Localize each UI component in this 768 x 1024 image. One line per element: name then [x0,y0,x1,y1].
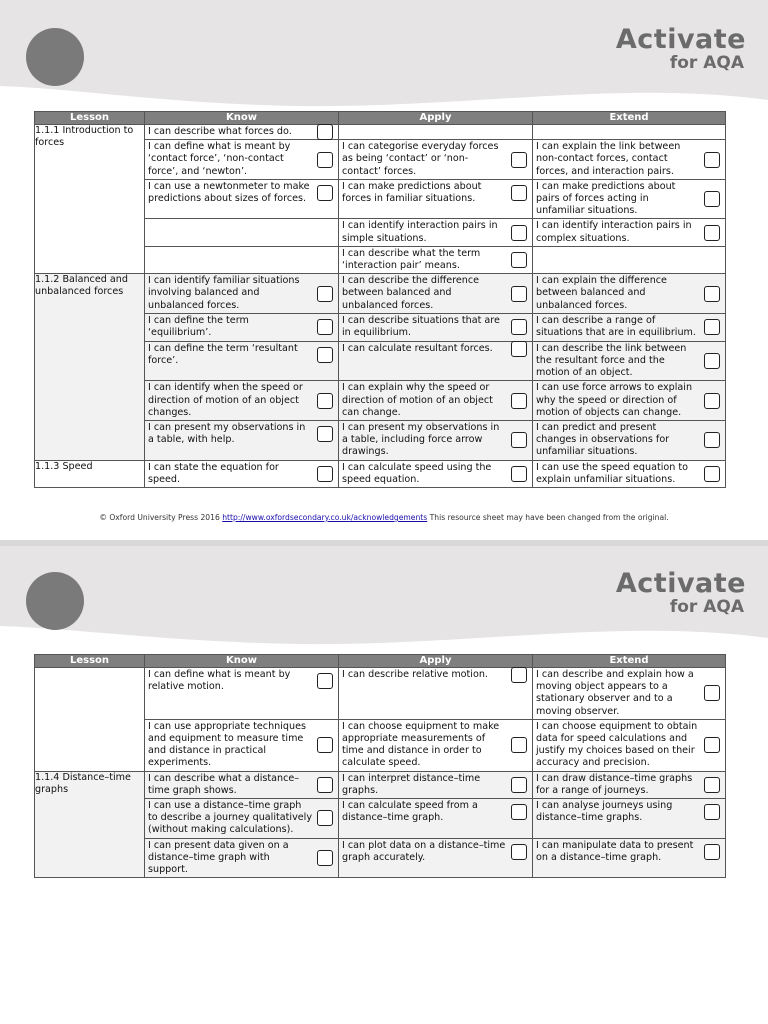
know-cell [145,313,339,341]
extend-cell [533,799,726,839]
checkbox[interactable] [317,286,333,302]
checkbox[interactable] [511,667,527,683]
checkbox[interactable] [511,466,527,482]
apply-text: I can explain why the speed or direction of motion of an object can change. [342,382,493,418]
table-row [35,460,726,487]
apply-cell [339,799,533,839]
checkbox[interactable] [511,432,527,448]
checkbox[interactable] [511,844,527,860]
extend-text: I can use the speed equation to explain unfamiliar situations. [536,461,689,485]
know-cell [145,381,339,421]
know-cell [145,421,339,461]
extend-cell [533,313,726,341]
checkbox[interactable] [704,466,720,482]
know-text: I can state the equation for speed. [148,461,279,485]
apply-text: I can describe the difference between balanced and unbalanced forces. [342,275,480,311]
extend-text: I can explain the difference between balanced and unbalanced forces. [536,275,667,311]
checkbox[interactable] [704,191,720,207]
checkbox[interactable] [317,466,333,482]
apply-cell [339,719,533,771]
apply-cell [339,125,533,140]
brand-line-1: Activate [615,568,746,599]
apply-text: I can choose equipment to make appropriate measurements of time and distance in order to calculate speed. [342,720,500,769]
brand-line-2: for AQA [669,53,744,73]
header-know: Know [145,655,339,668]
checkbox[interactable] [317,185,333,201]
checkbox[interactable] [704,737,720,753]
checkbox[interactable] [704,777,720,793]
checkbox[interactable] [704,152,720,168]
extend-text: I can draw distance–time graphs for a range of journeys. [536,772,693,796]
activate-logo [616,26,746,72]
extend-cell [533,719,726,771]
logo-circle-icon [26,572,84,630]
logo-circle-icon [26,28,84,86]
apply-cell [339,381,533,421]
checkbox[interactable] [704,225,720,241]
know-text: I can define what is meant by relative motion. [148,669,291,693]
apply-cell [339,668,533,720]
apply-cell [339,140,533,180]
activate-logo [616,570,746,616]
page-header [0,546,768,656]
checkbox[interactable] [511,777,527,793]
page-header [0,0,768,110]
checkbox[interactable] [511,341,527,357]
extend-cell [533,246,726,273]
checkbox[interactable] [511,152,527,168]
apply-cell [339,179,533,219]
checkbox[interactable] [704,804,720,820]
know-cell [145,460,339,487]
know-cell [145,219,339,246]
apply-cell [339,274,533,314]
checkbox[interactable] [317,737,333,753]
header-lesson: Lesson [35,655,145,668]
know-cell [145,274,339,314]
apply-cell [339,246,533,273]
extend-text: I can analyse journeys using distance–time graphs. [536,800,673,824]
checkbox[interactable] [511,252,527,268]
checkbox[interactable] [317,393,333,409]
know-text: I can identify familiar situations involving balanced and unbalanced forces. [148,275,300,311]
extend-text: I can use force arrows to explain why the speed or direction of motion of objects can change. [536,382,693,418]
checkbox[interactable] [511,286,527,302]
know-cell [145,771,339,798]
apply-text: I can describe relative motion. [342,669,488,680]
know-text: I can identify when the speed or direction of motion of an object changes. [148,382,303,418]
checkbox[interactable] [511,225,527,241]
extend-text: I can describe the link between the resultant force and the motion of an object. [536,342,687,379]
extend-cell [533,179,726,219]
extend-text: I can identify interaction pairs in complex situations. [536,220,692,244]
know-text: I can define the term ‘equilibrium’. [148,314,249,339]
apply-text: I can categorise everyday forces as being ‘contact’ or ‘non-contact’ forces. [342,141,499,177]
checkbox[interactable] [317,673,333,689]
apply-text: I can interpret distance–time graphs. [342,772,481,796]
checkbox[interactable] [317,850,333,866]
checkbox[interactable] [511,804,527,820]
header-extend: Extend [533,112,726,125]
apply-cell [339,421,533,461]
apply-text: I can make predictions about forces in familiar situations. [342,180,482,205]
extend-text: I can choose equipment to obtain data for speed calculations and justify my choices based on their accuracy and precision. [536,720,698,769]
checkbox[interactable] [317,347,333,363]
know-cell [145,799,339,839]
checkbox[interactable] [704,286,720,302]
apply-cell [339,219,533,246]
checkbox[interactable] [704,353,720,369]
know-text: I can use a distance–time graph to describe a journey qualitatively (without making calculations). [148,800,312,836]
extend-cell [533,460,726,487]
lesson-cell: 1.1.4 Distance–time graphs [35,771,145,878]
lesson-cell: 1.1.1 Introduction to forces [35,125,145,274]
know-cell [145,719,339,771]
apply-cell [339,838,533,878]
header-apply: Apply [339,655,533,668]
objectives-table-1 [34,111,726,488]
apply-text: I can calculate resultant forces. [342,342,493,354]
table-row [35,771,726,798]
know-text: I can present my observations in a table, with help. [148,422,306,446]
apply-cell [339,771,533,798]
header-apply: Apply [339,112,533,125]
checkbox[interactable] [511,185,527,201]
know-cell [145,668,339,720]
extend-cell [533,668,726,720]
extend-cell [533,381,726,421]
page-2 [0,546,768,1024]
extend-text: I can make predictions about pairs of forces acting in unfamiliar situations. [536,180,676,217]
apply-cell [339,460,533,487]
extend-cell [533,771,726,798]
lesson-cell [35,668,145,772]
brand-line-1: Activate [615,24,746,55]
know-cell [145,179,339,219]
know-cell [145,246,339,273]
extend-cell [533,219,726,246]
acknowledgements-link[interactable]: http://www.oxfordsecondary.co.uk/acknowledgements [222,513,428,522]
know-cell [145,838,339,878]
apply-cell [339,313,533,341]
apply-text: I can calculate speed from a distance–time graph. [342,800,478,824]
checkbox[interactable] [317,777,333,793]
checkbox[interactable] [317,810,333,826]
apply-text: I can present my observations in a table, including force arrow drawings. [342,422,500,458]
know-cell [145,341,339,381]
extend-cell [533,421,726,461]
header-lesson: Lesson [35,112,145,125]
extend-cell [533,140,726,180]
checkbox[interactable] [511,737,527,753]
lesson-cell: 1.1.2 Balanced and unbalanced forces [35,274,145,460]
brand-line-2: for AQA [669,597,744,617]
apply-text: I can describe what the term ‘interaction pair’ means. [342,247,481,272]
checkbox[interactable] [317,319,333,335]
table-header-row [35,112,726,125]
know-cell [145,140,339,180]
table-row [35,125,726,140]
know-text: I can present data given on a distance–time graph with support. [148,839,289,876]
copyright-text: © Oxford University Press 2016 [99,513,220,522]
know-text: I can describe what forces do. [148,126,292,137]
extend-text: I can describe and explain how a moving object appears to a stationary observer and to a moving observer. [536,669,694,717]
know-text: I can define what is meant by ‘contact force’, ‘non-contact force’, and ‘newton’. [148,141,291,177]
checkbox[interactable] [704,319,720,335]
extend-text: I can explain the link between non-contact forces, contact forces, and interaction pairs. [536,141,681,177]
extend-cell [533,125,726,140]
extend-text: I can predict and present changes in observations for unfamiliar situations. [536,422,670,458]
table-row [35,668,726,720]
lesson-cell: 1.1.3 Speed [35,460,145,487]
checkbox[interactable] [704,844,720,860]
know-text: I can use a newtonmeter to make predictions about sizes of forces. [148,180,310,205]
extend-cell [533,341,726,381]
know-text: I can use appropriate techniques and equipment to measure time and distance in practical experiments. [148,720,306,769]
header-know: Know [145,112,339,125]
apply-text: I can describe situations that are in equilibrium. [342,314,500,339]
apply-text: I can plot data on a distance–time graph accurately. [342,839,506,863]
checkbox[interactable] [511,319,527,335]
checkbox[interactable] [704,393,720,409]
extend-text: I can manipulate data to present on a distance–time graph. [536,839,694,863]
apply-cell [339,341,533,381]
header-extend: Extend [533,655,726,668]
footer-note: This resource sheet may have been changed from the original. [429,513,669,522]
extend-cell [533,838,726,878]
checkbox[interactable] [511,393,527,409]
know-cell [145,125,339,140]
page-footer [0,513,768,522]
table-header-row [35,655,726,668]
apply-text: I can calculate speed using the speed equation. [342,461,492,485]
checkbox[interactable] [317,426,333,442]
extend-text: I can describe a range of situations that are in equilibrium. [536,314,696,339]
checkbox[interactable] [317,124,333,140]
extend-cell [533,274,726,314]
table-row [35,274,726,314]
checkbox[interactable] [704,432,720,448]
know-text: I can describe what a distance–time graph shows. [148,772,300,796]
objectives-table-2 [34,654,726,878]
apply-text: I can identify interaction pairs in simple situations. [342,220,498,244]
checkbox[interactable] [317,152,333,168]
know-text: I can define the term ‘resultant force’. [148,342,298,367]
checkbox[interactable] [704,685,720,701]
